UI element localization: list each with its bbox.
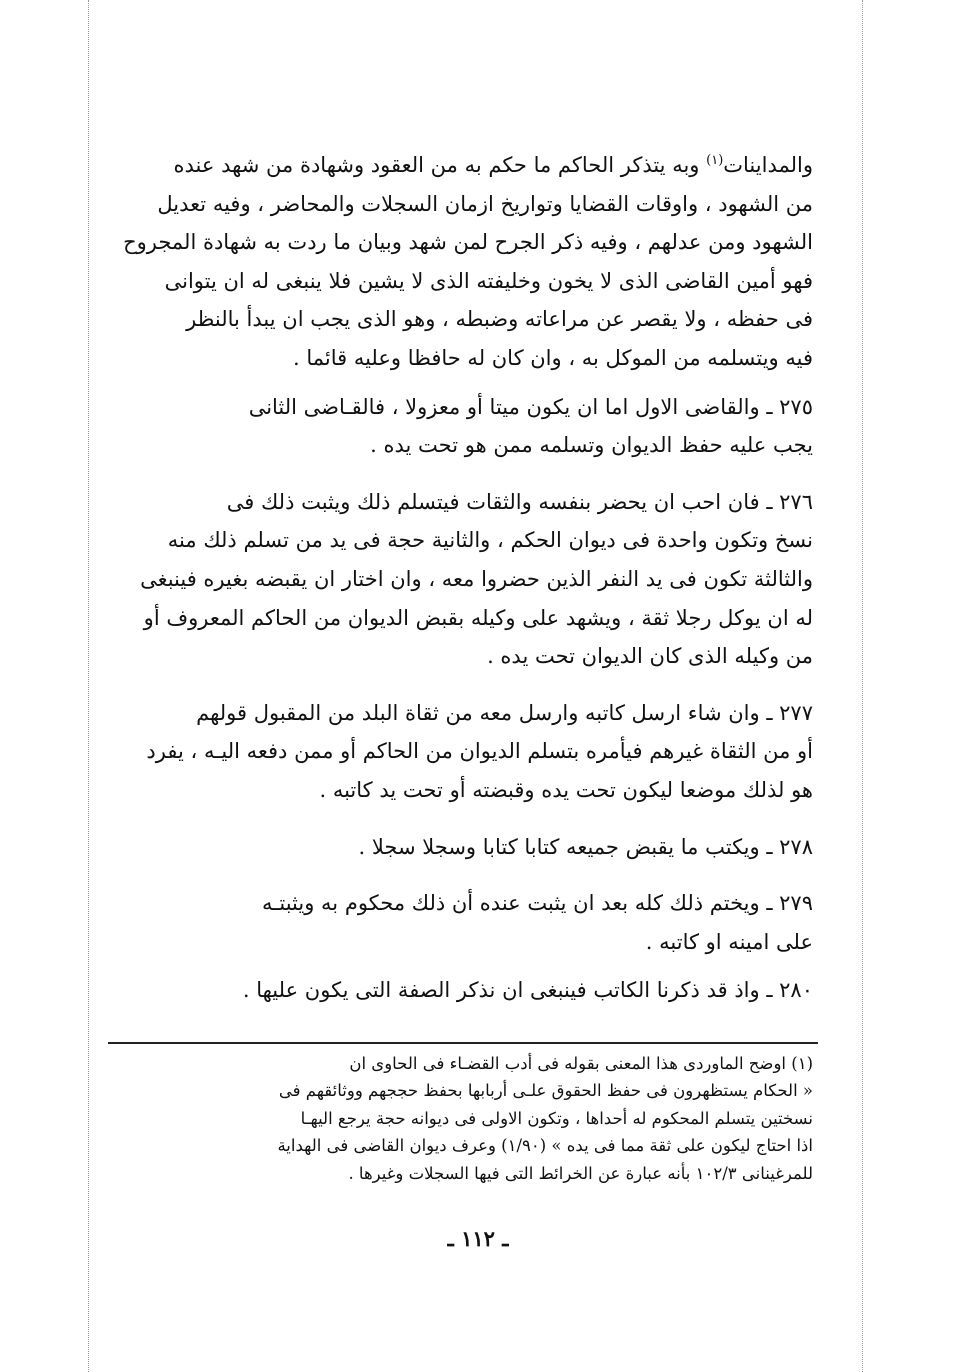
text-run: والمداينات <box>723 153 813 177</box>
footnote-line: « الحكام يستظهرون فى حفظ الحقوق علـى أربابها بحفظ حججهم ووثائقهم فى <box>278 1081 813 1101</box>
footnote <box>108 1050 813 1187</box>
text-line: ٢٧٧ ـ وان شاء ارسل كاتبه وارسل معه من ثقاة البلد من المقبول قولهم <box>196 700 813 725</box>
text-line: فيه ويتسلمه من الموكل به ، وان كان له حافظا وعليه قائما . <box>292 345 813 370</box>
paragraph-278 <box>108 828 813 867</box>
text-line: فى حفظه ، ولا يقصر عن مراعاته وضبطه ، وهو الذى يجب ان يبدأ بالنظر <box>186 307 813 332</box>
footnote-line: (١) اوضح الماوردى هذا المعنى بقوله فى أدب القضـاء فى الحاوى ان <box>349 1054 813 1073</box>
text-line: الشهود ومن عدلهم ، وفيه ذكر الجرح لمن شهد وبيان ما ردت به شهادة المجروح <box>123 230 813 255</box>
text-line: هو لذلك موضعا ليكون تحت يده وقبضته أو تحت يد كاتبه . <box>319 777 813 802</box>
footnote-line: للمرغينانى ١٠٢/٣ بأنه عبارة عن الخرائط التى فيها السجلات وغيرها . <box>348 1163 813 1183</box>
text-line: من وكيله الذى كان الديوان تحت يده . <box>487 644 813 669</box>
paragraph-277 <box>108 694 813 810</box>
text-line: ٢٧٨ ـ ويكتب ما يقبض جميعه كتابا كتابا وسجلا سجلا . <box>358 834 813 859</box>
text-line: على امينه او كاتبه . <box>645 929 813 954</box>
text-line: ٢٧٩ ـ ويختم ذلك كله بعد ان يثبت عنده أن ذلك محكوم به ويثبتـه <box>261 891 813 916</box>
text-line: أو من الثقاة غيرهم فيأمره بتسلم الديوان من الحاكم أو ممن دفعه اليـه ، يفرد <box>146 739 813 764</box>
text-line: له ان يوكل رجلا ثقة ، ويشهد على وكيله بقبض الديوان من الحاكم المعروف أو <box>143 605 813 630</box>
left-margin-guide <box>88 0 89 1372</box>
text-run: وبه يتذكر الحاكم ما حكم به من العقود وشهادة من شهد عنده <box>173 153 707 177</box>
text-line: ٢٨٠ ـ واذ قد ذكرنا الكاتب فينبغى ان نذكر الصفة التى يكون عليها . <box>242 978 813 1003</box>
paragraph-279 <box>108 884 813 961</box>
text-line: ٢٧٥ ـ والقاضى الاول اما ان يكون ميتا أو معزولا ، فالقـاضى الثانى <box>248 394 813 419</box>
text-line: نسخ وتكون واحدة فى ديوان الحكم ، والثانية حجة فى يد من تسلم ذلك منه <box>167 528 813 553</box>
right-margin-guide <box>862 0 863 1372</box>
text-line: من الشهود ، واوقات القضايا وتواريخ ازمان السجلات والمحاضر ، وفيه تعديل <box>157 191 813 216</box>
paragraph-276 <box>108 483 813 676</box>
text-line: والثالثة تكون فى يد النفر الذين حضروا معه ، وان اختار ان يقبضه بغيره فينبغى <box>140 566 813 591</box>
footnote-marker: (١) <box>706 153 724 168</box>
text-line: ٢٧٦ ـ فان احب ان يحضر بنفسه والثقات فيتسلم ذلك ويثبت ذلك فى <box>226 489 813 514</box>
body-text <box>108 146 813 1020</box>
paragraph-intro <box>108 146 813 378</box>
page-number: ـ ١١٢ ـ <box>447 1226 509 1251</box>
text-line: يجب عليه حفظ الديوان وتسلمه ممن هو تحت يده . <box>370 433 813 458</box>
footnote-divider <box>108 1042 818 1044</box>
text-line <box>108 146 813 185</box>
paragraph-280 <box>108 971 813 1010</box>
footnote-line: نسختين يتسلم المحكوم له أحداها ، وتكون الاولى فى ديوانه حجة يرجع اليهـا <box>300 1108 813 1128</box>
footnote-line: اذا احتاج ليكون على ثقة مما فى يده » (١/٩٠) وعرف ديوان القاضى فى الهداية <box>277 1136 813 1156</box>
paragraph-275 <box>108 388 813 465</box>
text-line: فهو أمين القاضى الذى لا يخون وخليفته الذى لا يشين فلا ينبغى له ان يتوانى <box>164 268 813 293</box>
